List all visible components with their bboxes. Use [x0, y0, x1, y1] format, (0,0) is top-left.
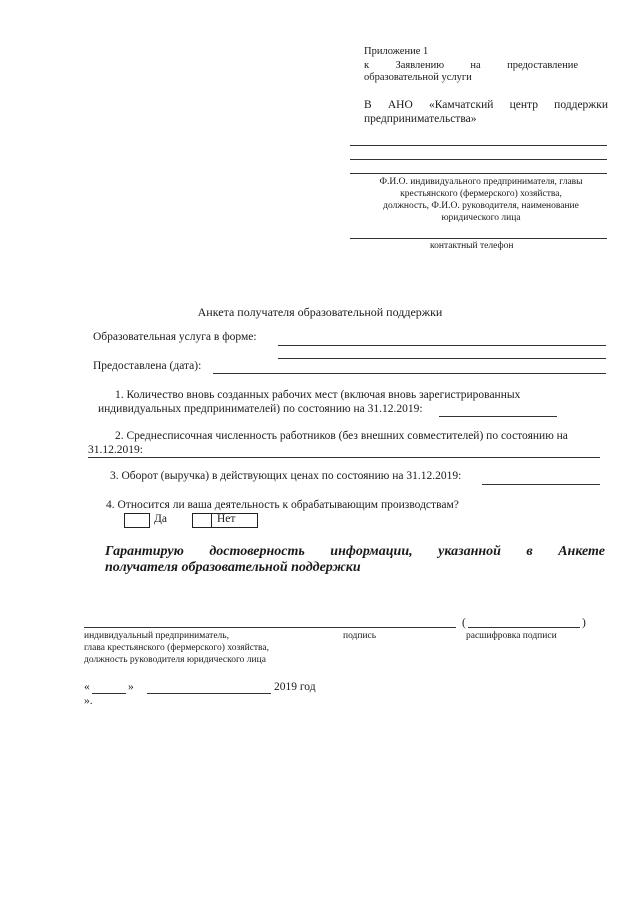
guarantee-line-1 [105, 544, 605, 560]
question-1-line-1: 1. Количество вновь созданных рабочих мест (включая вновь зарегистрированных [115, 389, 521, 401]
decode-paren-close: ) [582, 617, 586, 629]
phone-caption: контактный телефон [430, 241, 514, 251]
appendix-title: Приложение 1 [364, 46, 429, 57]
question-1-line-2: индивидуальных предпринимателей) по состоянию на 31.12.2019: [98, 403, 423, 415]
question-3: 3. Оборот (выручка) в действующих ценах по состоянию на 31.12.2019: [110, 470, 462, 482]
sign-caption: подпись [343, 631, 377, 641]
date-quote-open: « [84, 681, 90, 693]
guarantee-line-2: получателя образовательной поддержки [105, 560, 361, 575]
applicant-name-line-3 [350, 173, 607, 174]
question-3-answer-line[interactable] [482, 484, 600, 485]
guarantee-word: Гарантирую [105, 544, 184, 559]
appendix-word: Заявлению [395, 60, 445, 71]
service-input-line-1[interactable] [278, 345, 606, 346]
yes-label: Да [154, 513, 167, 525]
appendix-word: предоставление [507, 60, 578, 71]
trailing-mark: ». [84, 695, 93, 707]
no-checkbox[interactable] [192, 513, 212, 528]
date-label: Предоставлена (дата): [93, 360, 202, 372]
month-input-line[interactable] [147, 693, 271, 694]
question-2-answer-line[interactable] [88, 457, 600, 458]
caption-line-2: крестьянского (фермерского) хозяйства, [400, 189, 562, 199]
service-input-line-2[interactable] [278, 358, 606, 359]
day-input-line[interactable] [92, 693, 126, 694]
question-2-line-2: 31.12.2019: [88, 444, 143, 456]
question-2-line-1: 2. Среднесписочная численность работников (без внешних совместителей) по состоянию на [115, 430, 568, 442]
decode-line[interactable] [468, 627, 580, 628]
guarantee-word: достоверность [209, 544, 305, 559]
role-line-1: индивидуальный предприниматель, [84, 631, 229, 641]
guarantee-word: информации, [330, 544, 413, 559]
role-line-2: глава крестьянского (фермерского) хозяйства, [84, 643, 270, 653]
addressee-word: В [364, 99, 372, 111]
no-label: Нет [217, 513, 236, 525]
addressee-word: центр [509, 99, 538, 111]
appendix-word: к [364, 60, 370, 71]
guarantee-word: в [526, 544, 533, 559]
caption-line-4: юридического лица [441, 213, 521, 223]
role-line-3: должность руководителя юридического лица [84, 655, 266, 665]
form-title: Анкета получателя образовательной поддержки [197, 305, 443, 319]
guarantee-word: Анкете [558, 544, 605, 559]
applicant-name-line-1 [350, 145, 607, 146]
caption-line-3: должность, Ф.И.О. руководителя, наименование [383, 201, 579, 211]
date-input-line[interactable] [213, 373, 606, 374]
applicant-name-line-2 [350, 159, 607, 160]
appendix-line-3: образовательной услуги [364, 72, 472, 83]
guarantee-word: указанной [438, 544, 501, 559]
decode-caption: расшифровка подписи [466, 631, 557, 641]
decode-paren-open: ( [462, 617, 466, 629]
addressee-line-2: предпринимательства» [364, 113, 477, 125]
caption-line-1: Ф.И.О. индивидуального предпринимателя, главы [379, 177, 583, 187]
yes-checkbox[interactable] [124, 513, 150, 528]
appendix-line-2 [364, 60, 578, 71]
signature-line[interactable] [84, 627, 456, 628]
question-4: 4. Относится ли ваша деятельность к обрабатывающим производствам? [106, 499, 459, 511]
addressee-word: АНО [387, 99, 413, 111]
date-quote-close: » [128, 681, 134, 693]
service-label: Образовательная услуга в форме: [93, 331, 257, 343]
phone-line [350, 238, 607, 239]
addressee-line-1 [364, 99, 608, 111]
appendix-word: на [470, 60, 481, 71]
question-1-answer-line[interactable] [439, 416, 557, 417]
addressee-word: поддержки [554, 99, 608, 111]
addressee-word: «Камчатский [429, 99, 494, 111]
year-label: 2019 год [274, 681, 316, 693]
